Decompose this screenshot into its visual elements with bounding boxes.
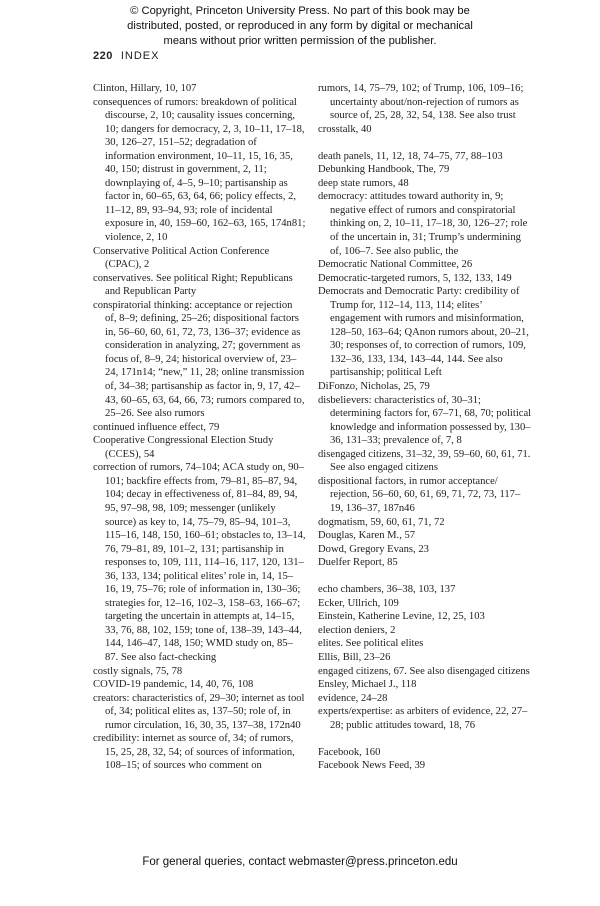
index-entry: costly signals, 75, 78 (93, 665, 183, 677)
copyright-line-1: © Copyright, Princeton University Press. No part of this book may be (130, 5, 470, 17)
index-entry: crosstalk, 40 (318, 123, 372, 135)
index-entry: Cooperative Congressional Election Study (CCES), 54 (93, 435, 274, 460)
index-spacer (318, 570, 533, 584)
index-entry: COVID-19 pandemic, 14, 40, 76, 108 (93, 679, 254, 691)
index-entry: disengaged citizens, 31–32, 39, 59–60, 60, 61, 71. See also engaged citizens (318, 448, 531, 474)
index-spacer (318, 136, 533, 150)
index-entry: Facebook, 160 (318, 746, 381, 758)
section-title: INDEX (120, 50, 160, 62)
index-entry: continued influence effect, 79 (93, 421, 220, 433)
index-entry: dogmatism, 59, 60, 61, 71, 72 (318, 516, 445, 528)
index-entry: Clinton, Hillary, 10, 107 (93, 83, 197, 94)
index-entry: Dowd, Gregory Evans, 23 (318, 543, 429, 555)
copyright-notice (0, 4, 600, 49)
index-entry: correction of rumors, 74–104; ACA study on, 90–101; backfire effects from, 79–81, 85–87, 94, 104; decay in effectiveness of, 81–84, 89, 94, 95, 97–98, 98, 109; messenger (unlikely source) as key to, 14, 75–79, 85–94, 101–3, 115–16, 148, 150, 160–61; obstacles to, 13–14, 76, 79–81, 89, 101–2, 131; partisanship in responses to, 109, 111, 114–16, 117, 120, 131–36, 133, 134; political elites’ role in, 14, 15–16, 19, 75–76; role of information in, 130–36; strategies for, 12–16, 102–3, 158–63, 166–67; targeting the uncertain in attempts at, 14–15, 33, 76, 88, 102, 159; tone of, 138–39, 143–44, 144, 146–47, 148, 150; WMD study on, 85–87. See also fact-checking (93, 462, 306, 663)
index-entry: conservatives. See political Right; Republicans and Republican Party (93, 272, 293, 298)
copyright-line-3: means without prior written permission of the publisher. (163, 35, 437, 47)
running-head (93, 50, 159, 62)
index-entry: dispositional factors, in rumor acceptance/ rejection, 56–60, 60, 61, 69, 71, 72, 73, 117–19, 136–37, 187n46 (318, 475, 521, 514)
index-entry: Ellis, Bill, 23–26 (318, 651, 391, 663)
index-spacer (318, 732, 533, 746)
index-entry: evidence, 24–28 (318, 692, 388, 704)
index-entry: Facebook News Feed, 39 (318, 760, 426, 772)
index-entry: conspiratorial thinking: acceptance or rejection of, 8–9; defining, 25–26; dispositional factors in, 56–60, 60, 61, 72, 73, 136–37; evidence as consideration in analyzing, 27; government as focus of, 8–9, 24; historical overview of, 23–24, 171n14; “new,” 11, 28; online transmission of, 34–38; partisanship as factor in, 9, 17, 42–43, 60–65, 63, 64, 66, 73; rumors compared to, 25–26. See also rumors (93, 299, 305, 420)
index-entry: experts/expertise: as arbiters of evidence, 22, 27–28; public attitudes toward, 18, 76 (318, 706, 528, 731)
index-entry: deep state rumors, 48 (318, 177, 409, 189)
index-entry: disbelievers: characteristics of, 30–31; determining factors for, 67–71, 68, 70; political knowledge and information possessed by, 130–36, 131–33; prevalence of, 7, 8 (318, 394, 532, 447)
index-entry: Democrats and Democratic Party: credibility of Trump for, 112–14, 113, 114; elites’ engagement with rumors and misinformation, 128–50, 163–64; QAnon rumors about, 20–21, 30; responses of, to correction of rumors, 109, 132–36, 133, 134, 143–44, 144. See also partisanship; political Left (318, 286, 529, 379)
index-entry: engaged citizens, 67. See also disengaged citizens (318, 665, 530, 677)
index-entry: creators: characteristics of, 29–30; internet as tool of, 34; political elites as, 137–50; role of, in rumor circulation, 16, 30, 35, 137–38, 172n40 (93, 692, 305, 731)
footer-contact: For general queries, contact webmaster@press.princeton.edu (142, 856, 458, 868)
index-column-left (93, 82, 306, 773)
index-entry: Einstein, Katherine Levine, 12, 25, 103 (318, 611, 485, 623)
index-entry: Conservative Political Action Conference (CPAC), 2 (93, 245, 270, 271)
index-entry: election deniers, 2 (318, 624, 396, 636)
index-entry: democracy: attitudes toward authority in, 9; negative effect of rumors and conspiratorial thinking on, 2, 10–11, 17–18, 30, 126–27; role of the uncertain in, 31; Trump’s undermining of, 106–7. See also public, the (318, 191, 528, 257)
index-entry: DiFonzo, Nicholas, 25, 79 (318, 381, 430, 393)
index-entry: rumors, 14, 75–79, 102; of Trump, 106, 109–16; uncertainty about/non-rejection of rumors as source of, 25, 28, 32, 54, 138. See also trust (318, 83, 524, 122)
index-column-right (318, 82, 533, 773)
index-entry: Democratic National Committee, 26 (318, 259, 473, 271)
index-entry: Ensley, Michael J., 118 (318, 679, 417, 691)
index-entry: Debunking Handbook, The, 79 (318, 164, 450, 176)
index-entry: echo chambers, 36–38, 103, 137 (318, 584, 456, 596)
index-entry: Duelfer Report, 85 (318, 557, 398, 569)
index-entry: Ecker, Ullrich, 109 (318, 597, 399, 609)
page-number: 220 (93, 50, 113, 62)
index-entry: Douglas, Karen M., 57 (318, 530, 416, 542)
index-entry: elites. See political elites (318, 638, 424, 650)
index-entry: Democratic-targeted rumors, 5, 132, 133, 149 (318, 272, 512, 284)
index-entry: consequences of rumors: breakdown of political discourse, 2, 10; causality issues concerning, 10; dangers for democracy, 2, 3, 10–11, 17–18, 30, 126–27, 151–52; degradation of information environment, 10–11, 15, 16, 35, 40, 150; distrust in government, 2, 11; downplaying of, 4–5, 9–10; partisanship as factor in, 60–65, 63, 64, 66; policy effects, 2, 11–12, 89, 93–94, 93; role of incidental exposure in, 40, 159–60, 162–63, 165, 174n81; violence, 2, 10 (93, 96, 306, 244)
index-entry: credibility: internet as source of, 34; of rumors, 15, 25, 28, 32, 54; of sources of information, 108–15; of sources who comment on (93, 733, 295, 772)
index-entry: death panels, 11, 12, 18, 74–75, 77, 88–103 (318, 150, 503, 162)
copyright-line-2: distributed, posted, or reproduced in any form by digital or mechanical (127, 20, 473, 32)
